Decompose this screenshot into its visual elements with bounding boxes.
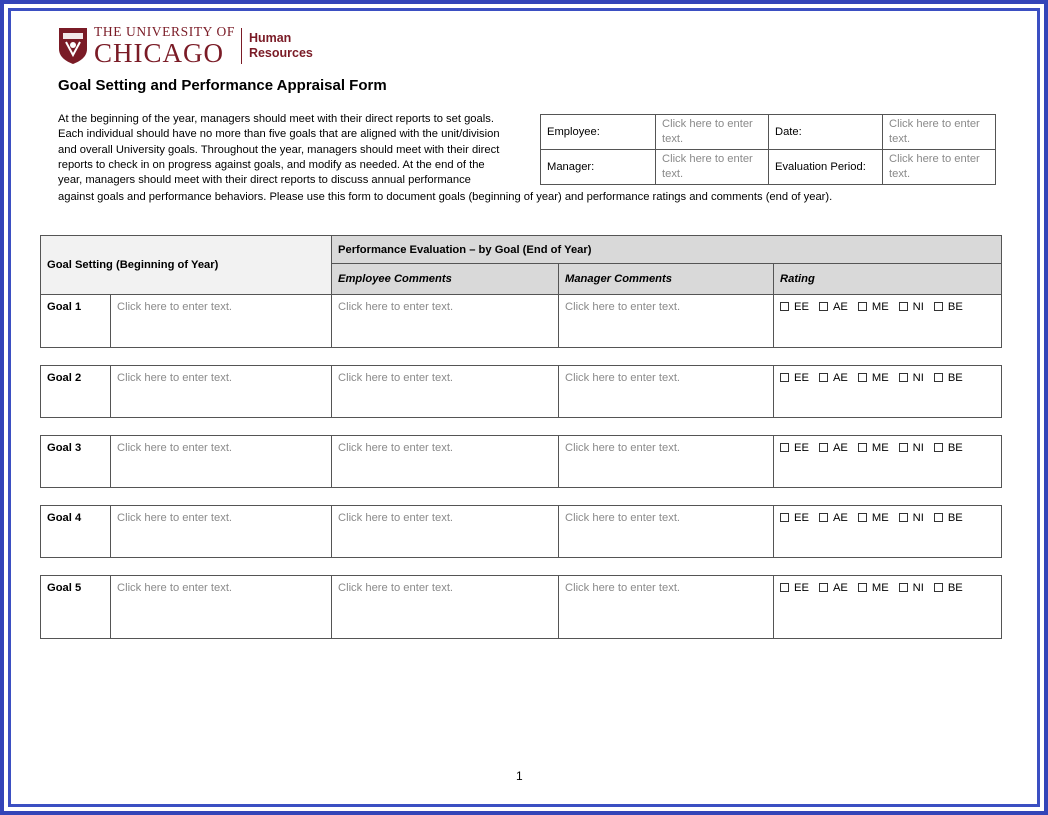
checkbox-icon [934, 443, 943, 452]
employee-comments-header: Employee Comments [332, 264, 559, 295]
checkbox-icon [934, 373, 943, 382]
goal-row [41, 436, 1002, 488]
document-title: Goal Setting and Performance Appraisal Form [58, 77, 387, 94]
checkbox-icon [899, 302, 908, 311]
checkbox-icon [780, 513, 789, 522]
university-crest-icon [58, 27, 88, 65]
rating-option-ni[interactable]: NI [899, 372, 924, 384]
goal-label: Goal 1 [41, 295, 111, 348]
employee-comments-field[interactable]: Click here to enter text. [332, 576, 559, 639]
intro-line: and overall University goals. Throughout the year, managers should meet with their direct [58, 143, 500, 156]
manager-label: Manager: [541, 150, 656, 185]
date-field[interactable]: Click here to enter text. [883, 115, 996, 150]
rating-option-ee[interactable]: EE [780, 372, 809, 384]
rating-option-ae[interactable]: AE [819, 442, 848, 454]
rating-option-ee[interactable]: EE [780, 512, 809, 524]
university-logo [58, 25, 313, 67]
employee-comments-field[interactable]: Click here to enter text. [332, 436, 559, 488]
goal-setting-field[interactable]: Click here to enter text. [111, 576, 332, 639]
rating-option-be[interactable]: BE [934, 442, 963, 454]
rating-option-ae[interactable]: AE [819, 372, 848, 384]
rating-option-ae[interactable]: AE [819, 512, 848, 524]
checkbox-icon [819, 443, 828, 452]
checkbox-icon [858, 513, 867, 522]
goal-row [41, 506, 1002, 558]
goal-label: Goal 5 [41, 576, 111, 639]
goal-setting-field[interactable]: Click here to enter text. [111, 366, 332, 418]
logo-university-name: CHICAGO [94, 37, 225, 68]
goal-label: Goal 4 [41, 506, 111, 558]
rating-option-be[interactable]: BE [934, 512, 963, 524]
goal-table [40, 365, 1002, 418]
employee-comments-field[interactable]: Click here to enter text. [332, 366, 559, 418]
employee-comments-field[interactable]: Click here to enter text. [332, 506, 559, 558]
evaluation-header: Performance Evaluation – by Goal (End of Year) [332, 236, 1002, 264]
rating-option-be[interactable]: BE [934, 301, 963, 313]
goal-setting-field[interactable]: Click here to enter text. [111, 506, 332, 558]
rating-header: Rating [774, 264, 1002, 295]
checkbox-icon [780, 373, 789, 382]
intro-line: year, managers should meet with their direct reports to discuss annual performance [58, 174, 471, 187]
goal-row [41, 295, 1002, 348]
goal-label: Goal 3 [41, 436, 111, 488]
checkbox-icon [934, 513, 943, 522]
logo-university-line: THE UNIVERSITY OF [94, 24, 235, 40]
rating-option-ni[interactable]: NI [899, 582, 924, 594]
goal-table [40, 505, 1002, 558]
goal-setting-header: Goal Setting (Beginning of Year) [41, 236, 332, 295]
manager-comments-header: Manager Comments [559, 264, 774, 295]
rating-option-me[interactable]: ME [858, 582, 889, 594]
goal-setting-field[interactable]: Click here to enter text. [111, 295, 332, 348]
intro-line: At the beginning of the year, managers should meet with their direct reports to set goals. [58, 113, 494, 125]
employee-info-table [540, 114, 996, 185]
checkbox-icon [780, 302, 789, 311]
manager-field[interactable]: Click here to enter text. [656, 150, 769, 185]
document-page [11, 11, 1037, 804]
checkbox-icon [899, 373, 908, 382]
employee-comments-field[interactable]: Click here to enter text. [332, 295, 559, 348]
rating-option-ee[interactable]: EE [780, 301, 809, 313]
manager-comments-field[interactable]: Click here to enter text. [559, 295, 774, 348]
manager-comments-field[interactable]: Click here to enter text. [559, 506, 774, 558]
employee-field[interactable]: Click here to enter text. [656, 115, 769, 150]
goal-label: Goal 2 [41, 366, 111, 418]
rating-option-me[interactable]: ME [858, 442, 889, 454]
rating-option-be[interactable]: BE [934, 372, 963, 384]
intro-line: against goals and performance behaviors. Please use this form to document goals (beginning of year) and performance ratings and comments (end of year). [58, 191, 833, 203]
manager-comments-field[interactable]: Click here to enter text. [559, 366, 774, 418]
employee-label: Employee: [541, 115, 656, 150]
checkbox-icon [858, 302, 867, 311]
checkbox-icon [780, 443, 789, 452]
checkbox-icon [934, 583, 943, 592]
checkbox-icon [858, 583, 867, 592]
goal-table [40, 435, 1002, 488]
checkbox-icon [780, 583, 789, 592]
checkbox-icon [899, 443, 908, 452]
goal-row [41, 366, 1002, 418]
checkbox-icon [858, 373, 867, 382]
page-number: 1 [516, 769, 523, 783]
checkbox-icon [899, 513, 908, 522]
goal-table [40, 235, 1002, 348]
rating-options [774, 506, 1002, 558]
rating-options [774, 576, 1002, 639]
rating-options [774, 366, 1002, 418]
logo-divider [241, 28, 242, 64]
checkbox-icon [819, 373, 828, 382]
rating-option-ee[interactable]: EE [780, 442, 809, 454]
manager-comments-field[interactable]: Click here to enter text. [559, 436, 774, 488]
logo-department-line1: Human [248, 31, 292, 45]
evaluation-period-field[interactable]: Click here to enter text. [883, 150, 996, 185]
rating-option-ni[interactable]: NI [899, 512, 924, 524]
rating-option-be[interactable]: BE [934, 582, 963, 594]
goal-table [40, 575, 1002, 639]
intro-paragraph [58, 112, 528, 188]
goal-row [41, 576, 1002, 639]
checkbox-icon [819, 302, 828, 311]
rating-option-me[interactable]: ME [858, 512, 889, 524]
checkbox-icon [899, 583, 908, 592]
rating-option-ni[interactable]: NI [899, 301, 924, 313]
checkbox-icon [819, 513, 828, 522]
rating-option-ae[interactable]: AE [819, 301, 848, 313]
rating-option-me[interactable]: ME [858, 301, 889, 313]
manager-comments-field[interactable]: Click here to enter text. [559, 576, 774, 639]
date-label: Date: [769, 115, 883, 150]
rating-option-me[interactable]: ME [858, 372, 889, 384]
evaluation-period-label: Evaluation Period: [769, 150, 883, 185]
rating-option-ee[interactable]: EE [780, 582, 809, 594]
logo-department [249, 31, 313, 61]
rating-option-ni[interactable]: NI [899, 442, 924, 454]
goal-setting-field[interactable]: Click here to enter text. [111, 436, 332, 488]
logo-department-line2: Resources [248, 46, 313, 60]
checkbox-icon [934, 302, 943, 311]
intro-line: reports to check in on progress against goals, and modify as needed. At the end of the [58, 158, 485, 171]
intro-line: Each individual should have no more than five goals that are aligned with the unit/division [58, 128, 500, 141]
rating-option-ae[interactable]: AE [819, 582, 848, 594]
rating-options [774, 436, 1002, 488]
checkbox-icon [858, 443, 867, 452]
rating-options [774, 295, 1002, 348]
checkbox-icon [819, 583, 828, 592]
